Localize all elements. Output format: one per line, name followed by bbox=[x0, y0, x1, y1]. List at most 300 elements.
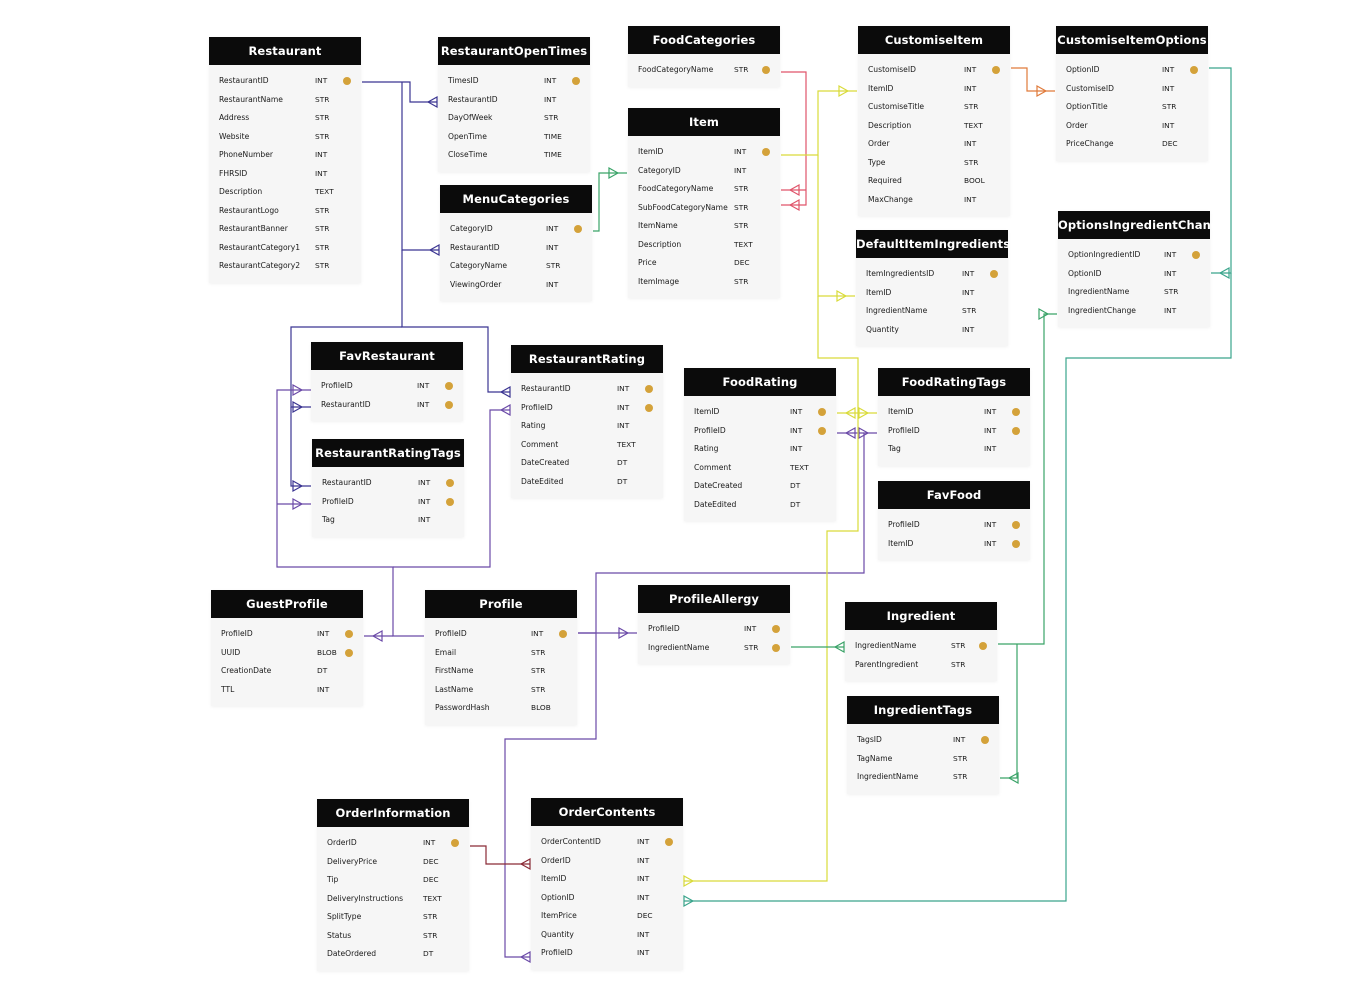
field-row bbox=[878, 517, 1030, 536]
crow-foot-icon bbox=[293, 385, 302, 395]
key-dot-icon bbox=[345, 649, 353, 657]
field-name: RestaurantBanner bbox=[219, 224, 288, 233]
field-name: SubFoodCategoryName bbox=[638, 202, 728, 212]
field-type: INT bbox=[637, 837, 650, 846]
key-dot-icon bbox=[1190, 66, 1198, 74]
field-type: INT bbox=[315, 76, 328, 85]
field-type: INT bbox=[417, 399, 430, 409]
field-name: Rating bbox=[694, 444, 719, 453]
field-type: INT bbox=[315, 150, 328, 159]
key-dot-icon bbox=[818, 408, 826, 416]
field-name: TTL bbox=[221, 684, 235, 694]
field-name: DeliveryPrice bbox=[327, 856, 378, 866]
key-dot-icon bbox=[992, 66, 1000, 74]
key-dot-icon bbox=[559, 630, 567, 638]
link-ingredient-ingredientchange bbox=[998, 314, 1057, 644]
crow-foot-icon bbox=[790, 185, 799, 195]
field-name: DateEdited bbox=[694, 499, 737, 509]
field-row bbox=[312, 512, 464, 531]
key-dot-icon bbox=[451, 839, 459, 847]
crow-foot-icon bbox=[293, 481, 302, 491]
entity-order-contents bbox=[531, 798, 683, 970]
key-dot-icon bbox=[665, 838, 673, 846]
entity-guest-profile bbox=[211, 590, 363, 706]
entity-restaurant-open-times bbox=[438, 37, 590, 172]
crow-foot-icon bbox=[1220, 268, 1229, 278]
field-type: DEC bbox=[423, 875, 439, 884]
field-name: CloseTime bbox=[448, 150, 488, 159]
field-type: INT bbox=[544, 76, 557, 85]
field-row bbox=[1058, 266, 1210, 285]
field-name: ItemID bbox=[888, 407, 914, 416]
field-name: ProfileID bbox=[888, 425, 920, 435]
field-row bbox=[312, 475, 464, 494]
field-type: STR bbox=[546, 261, 561, 270]
field-name: Order bbox=[1066, 120, 1088, 130]
field-name: IngredientName bbox=[866, 306, 928, 315]
field-row bbox=[628, 200, 780, 219]
field-type: STR bbox=[964, 102, 979, 111]
link-item-defaultingredients bbox=[818, 155, 855, 296]
field-type: STR bbox=[734, 221, 749, 230]
field-name: ViewingOrder bbox=[450, 279, 502, 289]
field-row bbox=[317, 872, 469, 891]
field-type: STR bbox=[315, 261, 330, 270]
field-row bbox=[628, 144, 780, 163]
field-row bbox=[425, 645, 577, 664]
field-row bbox=[638, 640, 790, 659]
field-row bbox=[209, 184, 361, 203]
crow-foot-icon bbox=[859, 428, 868, 438]
field-name: CategoryID bbox=[450, 224, 493, 233]
entity-title: FoodCategories bbox=[628, 26, 780, 54]
field-name: TagName bbox=[857, 753, 893, 763]
crow-foot-icon bbox=[1009, 773, 1018, 783]
field-type: STR bbox=[953, 753, 968, 763]
field-name: ItemID bbox=[541, 874, 567, 883]
key-dot-icon bbox=[1192, 251, 1200, 259]
field-row bbox=[425, 700, 577, 719]
field-type: INT bbox=[734, 147, 747, 156]
field-name: Description bbox=[868, 120, 912, 130]
field-name: CustomiseTitle bbox=[868, 102, 925, 111]
field-name: Address bbox=[219, 113, 250, 122]
field-type: INT bbox=[1162, 120, 1175, 130]
entity-fields bbox=[628, 54, 780, 87]
field-type: INT bbox=[734, 165, 747, 175]
crow-foot-icon bbox=[619, 628, 628, 638]
field-name: RestaurantID bbox=[448, 94, 498, 104]
field-type: INT bbox=[984, 425, 997, 435]
field-row bbox=[440, 240, 592, 259]
field-row bbox=[311, 378, 463, 397]
field-name: Comment bbox=[694, 462, 732, 472]
field-type: INT bbox=[317, 629, 330, 638]
field-row bbox=[211, 645, 363, 664]
field-row bbox=[858, 118, 1010, 137]
field-row bbox=[317, 946, 469, 965]
entity-title: FoodRatingTags bbox=[878, 368, 1030, 396]
entity-title: RestaurantOpenTimes bbox=[438, 37, 590, 65]
field-name: ItemID bbox=[694, 407, 720, 416]
field-type: BLOB bbox=[317, 647, 337, 657]
field-row bbox=[317, 909, 469, 928]
entity-fav-restaurant bbox=[311, 342, 463, 421]
field-row bbox=[209, 203, 361, 222]
field-name: OptionID bbox=[1066, 65, 1100, 74]
entity-food-rating bbox=[684, 368, 836, 521]
field-type: INT bbox=[1164, 250, 1177, 259]
field-type: INT bbox=[317, 684, 330, 694]
field-row bbox=[628, 255, 780, 274]
field-name: RestaurantName bbox=[219, 94, 283, 104]
link-restaurant-opentimes bbox=[362, 82, 437, 102]
key-dot-icon bbox=[1012, 540, 1020, 548]
key-dot-icon bbox=[645, 404, 653, 412]
entity-order-information bbox=[317, 799, 469, 971]
link-ingredient-tags bbox=[1000, 644, 1017, 778]
crow-foot-icon bbox=[859, 408, 868, 418]
field-type: INT bbox=[531, 629, 544, 638]
field-name: ProfileID bbox=[888, 520, 920, 529]
link-restaurant-menucategories bbox=[402, 82, 439, 250]
field-row bbox=[878, 423, 1030, 442]
field-row bbox=[684, 478, 836, 497]
field-name: ItemID bbox=[638, 147, 664, 156]
field-row bbox=[317, 891, 469, 910]
field-type: INT bbox=[1162, 83, 1175, 93]
field-name: OrderContentID bbox=[541, 837, 601, 846]
field-type: INT bbox=[964, 65, 977, 74]
field-name: UUID bbox=[221, 647, 241, 657]
field-type: DEC bbox=[734, 258, 750, 267]
field-type: INT bbox=[964, 139, 977, 148]
field-type: DT bbox=[617, 458, 628, 467]
entity-profile bbox=[425, 590, 577, 725]
field-name: Email bbox=[435, 647, 457, 657]
entity-food-categories bbox=[628, 26, 780, 87]
field-type: INT bbox=[953, 735, 966, 744]
field-name: Quantity bbox=[866, 324, 899, 334]
field-row bbox=[511, 437, 663, 456]
field-name: Order bbox=[868, 139, 890, 148]
field-type: STR bbox=[1162, 102, 1177, 111]
entity-fields bbox=[638, 613, 790, 664]
field-name: FoodCategoryName bbox=[638, 184, 714, 193]
field-type: TIME bbox=[544, 150, 562, 159]
field-row bbox=[317, 928, 469, 947]
field-name: OptionID bbox=[1068, 268, 1102, 278]
field-type: STR bbox=[734, 202, 749, 212]
field-name: ProfileID bbox=[521, 402, 553, 412]
key-dot-icon bbox=[446, 479, 454, 487]
field-row bbox=[438, 92, 590, 111]
field-row bbox=[531, 834, 683, 853]
key-dot-icon bbox=[445, 382, 453, 390]
field-row bbox=[858, 136, 1010, 155]
key-dot-icon bbox=[574, 225, 582, 233]
field-name: Required bbox=[868, 176, 902, 185]
field-row bbox=[1056, 118, 1208, 137]
field-name: FoodCategoryName bbox=[638, 65, 714, 74]
field-name: Tip bbox=[327, 875, 339, 884]
field-type: STR bbox=[531, 647, 546, 657]
field-type: INT bbox=[617, 384, 630, 393]
field-name: LastName bbox=[435, 684, 474, 694]
key-dot-icon bbox=[1012, 427, 1020, 435]
field-type: INT bbox=[984, 538, 997, 548]
field-name: Status bbox=[327, 930, 352, 940]
field-name: Comment bbox=[521, 439, 559, 449]
entity-customise-item bbox=[858, 26, 1010, 216]
field-row bbox=[531, 871, 683, 890]
field-name: IngredientChange bbox=[1068, 305, 1136, 315]
field-type: INT bbox=[984, 444, 997, 453]
crow-foot-icon bbox=[790, 200, 799, 210]
field-name: RestaurantCategory2 bbox=[219, 261, 301, 270]
entity-profile-allergy bbox=[638, 585, 790, 664]
field-row bbox=[317, 835, 469, 854]
field-type: STR bbox=[423, 930, 438, 940]
entity-fields bbox=[531, 826, 683, 970]
key-dot-icon bbox=[343, 77, 351, 85]
field-row bbox=[856, 266, 1008, 285]
crow-foot-icon bbox=[846, 428, 855, 438]
field-type: TEXT bbox=[790, 462, 809, 472]
field-name: RestaurantID bbox=[322, 478, 372, 487]
link-foodcategories-item bbox=[781, 72, 806, 205]
field-name: ParentIngredient bbox=[855, 659, 919, 669]
entity-fields bbox=[312, 467, 464, 537]
field-row bbox=[438, 110, 590, 129]
field-name: SplitType bbox=[327, 912, 362, 921]
field-row bbox=[1058, 303, 1210, 322]
field-name: RestaurantCategory1 bbox=[219, 242, 301, 252]
field-row bbox=[209, 166, 361, 185]
field-type: TEXT bbox=[734, 239, 753, 249]
field-type: BLOB bbox=[531, 703, 551, 712]
field-row bbox=[209, 221, 361, 240]
crow-foot-icon bbox=[521, 859, 530, 869]
field-row bbox=[858, 155, 1010, 174]
entity-title: CustomiseItem bbox=[858, 26, 1010, 54]
crow-foot-icon bbox=[373, 631, 382, 641]
field-type: INT bbox=[418, 478, 431, 487]
field-row bbox=[845, 657, 997, 676]
field-type: TEXT bbox=[617, 439, 636, 449]
field-type: INT bbox=[962, 269, 975, 278]
field-row bbox=[440, 221, 592, 240]
key-dot-icon bbox=[772, 644, 780, 652]
crow-foot-icon bbox=[293, 402, 302, 412]
field-type: STR bbox=[315, 94, 330, 104]
field-row bbox=[511, 418, 663, 437]
field-name: DeliveryInstructions bbox=[327, 893, 404, 903]
field-name: RestaurantID bbox=[219, 76, 269, 85]
crow-foot-icon bbox=[684, 896, 693, 906]
entity-title: FoodRating bbox=[684, 368, 836, 396]
entity-title: ProfileAllergy bbox=[638, 585, 790, 613]
field-name: OptionIngredientID bbox=[1068, 250, 1141, 259]
field-row bbox=[628, 274, 780, 293]
field-type: INT bbox=[617, 421, 630, 430]
field-type: STR bbox=[315, 224, 330, 233]
entity-fields bbox=[847, 724, 999, 794]
entity-fields bbox=[845, 630, 997, 681]
field-name: ProfileID bbox=[648, 624, 680, 633]
field-name: ProfileID bbox=[694, 425, 726, 435]
field-name: IngredientName bbox=[855, 641, 917, 650]
key-dot-icon bbox=[981, 736, 989, 744]
field-type: INT bbox=[984, 520, 997, 529]
field-name: CategoryName bbox=[450, 261, 508, 270]
field-row bbox=[858, 192, 1010, 211]
entity-fields bbox=[1056, 54, 1208, 161]
field-name: Price bbox=[638, 258, 657, 267]
entity-fields bbox=[425, 618, 577, 725]
field-type: STR bbox=[315, 205, 330, 215]
field-row bbox=[440, 277, 592, 296]
field-type: INT bbox=[417, 381, 430, 390]
field-row bbox=[847, 751, 999, 770]
crow-foot-icon bbox=[430, 245, 439, 255]
field-row bbox=[856, 303, 1008, 322]
field-name: ProfileID bbox=[541, 948, 573, 957]
entity-title: RestaurantRating bbox=[511, 345, 663, 373]
field-type: INT bbox=[744, 624, 757, 633]
field-row bbox=[628, 181, 780, 200]
key-dot-icon bbox=[762, 148, 770, 156]
field-type: DEC bbox=[1162, 139, 1178, 148]
field-row bbox=[878, 404, 1030, 423]
field-type: INT bbox=[546, 279, 559, 289]
field-type: STR bbox=[1164, 287, 1179, 296]
key-dot-icon bbox=[445, 401, 453, 409]
field-type: INT bbox=[544, 94, 557, 104]
link-customise-options bbox=[1011, 68, 1055, 91]
field-row bbox=[878, 536, 1030, 555]
key-dot-icon bbox=[345, 630, 353, 638]
field-name: RestaurantID bbox=[321, 399, 371, 409]
field-name: DateOrdered bbox=[327, 949, 377, 958]
field-row bbox=[845, 638, 997, 657]
entity-title: RestaurantRatingTags bbox=[312, 439, 464, 467]
field-name: OptionTitle bbox=[1066, 102, 1108, 111]
field-type: INT bbox=[637, 948, 650, 957]
entity-food-rating-tags bbox=[878, 368, 1030, 466]
field-name: PhoneNumber bbox=[219, 150, 274, 159]
field-name: PasswordHash bbox=[435, 703, 490, 712]
field-type: INT bbox=[1164, 305, 1177, 315]
field-name: Quantity bbox=[541, 929, 574, 939]
field-row bbox=[1056, 136, 1208, 155]
field-type: STR bbox=[953, 772, 968, 781]
field-name: DateEdited bbox=[521, 476, 564, 486]
entity-fields bbox=[209, 65, 361, 283]
field-name: PriceChange bbox=[1066, 139, 1114, 148]
field-row bbox=[511, 474, 663, 493]
field-name: FHRSID bbox=[219, 168, 248, 178]
link-restaurant-ratingtags bbox=[291, 407, 311, 486]
entity-title: OrderInformation bbox=[317, 799, 469, 827]
field-type: INT bbox=[546, 242, 559, 252]
entity-fields bbox=[511, 373, 663, 498]
field-name: ProfileID bbox=[221, 629, 253, 638]
field-name: OpenTime bbox=[448, 131, 487, 141]
field-row bbox=[1056, 62, 1208, 81]
field-row bbox=[847, 769, 999, 788]
field-name: DateCreated bbox=[521, 458, 570, 467]
entity-item bbox=[628, 108, 780, 298]
field-row bbox=[628, 218, 780, 237]
field-row bbox=[209, 92, 361, 111]
field-row bbox=[438, 73, 590, 92]
field-row bbox=[856, 285, 1008, 304]
entity-fields bbox=[317, 827, 469, 971]
link-orderinformation-ordercontents bbox=[470, 846, 530, 864]
key-dot-icon bbox=[979, 642, 987, 650]
field-name: CustomiseID bbox=[868, 65, 916, 74]
entity-title: OrderContents bbox=[531, 798, 683, 826]
key-dot-icon bbox=[1012, 408, 1020, 416]
field-row bbox=[425, 626, 577, 645]
field-name: OptionID bbox=[541, 892, 575, 902]
field-row bbox=[425, 663, 577, 682]
field-name: DayOfWeek bbox=[448, 113, 493, 122]
field-row bbox=[858, 81, 1010, 100]
field-name: ItemName bbox=[638, 221, 678, 230]
entity-options-ingredient-change bbox=[1058, 211, 1228, 327]
field-name: ItemIngredientsID bbox=[866, 269, 935, 278]
crow-foot-icon bbox=[501, 405, 510, 415]
field-type: STR bbox=[315, 131, 330, 141]
field-row bbox=[847, 732, 999, 751]
field-type: INT bbox=[637, 855, 650, 865]
field-name: ProfileID bbox=[321, 381, 353, 390]
field-name: MaxChange bbox=[868, 194, 913, 204]
field-row bbox=[211, 682, 363, 701]
field-row bbox=[425, 682, 577, 701]
entity-title: Ingredient bbox=[845, 602, 997, 630]
field-row bbox=[209, 240, 361, 259]
field-type: INT bbox=[617, 402, 630, 412]
field-type: INT bbox=[984, 407, 997, 416]
field-type: INT bbox=[418, 515, 431, 524]
key-dot-icon bbox=[572, 77, 580, 85]
field-row bbox=[684, 441, 836, 460]
field-type: INT bbox=[1162, 65, 1175, 74]
field-type: STR bbox=[315, 113, 330, 122]
field-name: DateCreated bbox=[694, 481, 743, 490]
field-name: Description bbox=[638, 239, 682, 249]
field-type: DT bbox=[617, 476, 628, 486]
field-type: INT bbox=[964, 194, 977, 204]
field-type: TEXT bbox=[964, 120, 983, 130]
crow-foot-icon bbox=[835, 642, 844, 652]
field-row bbox=[317, 854, 469, 873]
field-row bbox=[858, 62, 1010, 81]
field-row bbox=[684, 497, 836, 516]
field-type: INT bbox=[964, 83, 977, 93]
entity-title: GuestProfile bbox=[211, 590, 363, 618]
crow-foot-icon bbox=[846, 408, 855, 418]
entity-menu-categories bbox=[440, 185, 592, 301]
entity-title: FavFood bbox=[878, 481, 1030, 509]
entity-fields bbox=[1058, 239, 1210, 327]
field-type: STR bbox=[951, 659, 966, 669]
entity-fields bbox=[211, 618, 363, 706]
field-type: INT bbox=[637, 892, 650, 902]
